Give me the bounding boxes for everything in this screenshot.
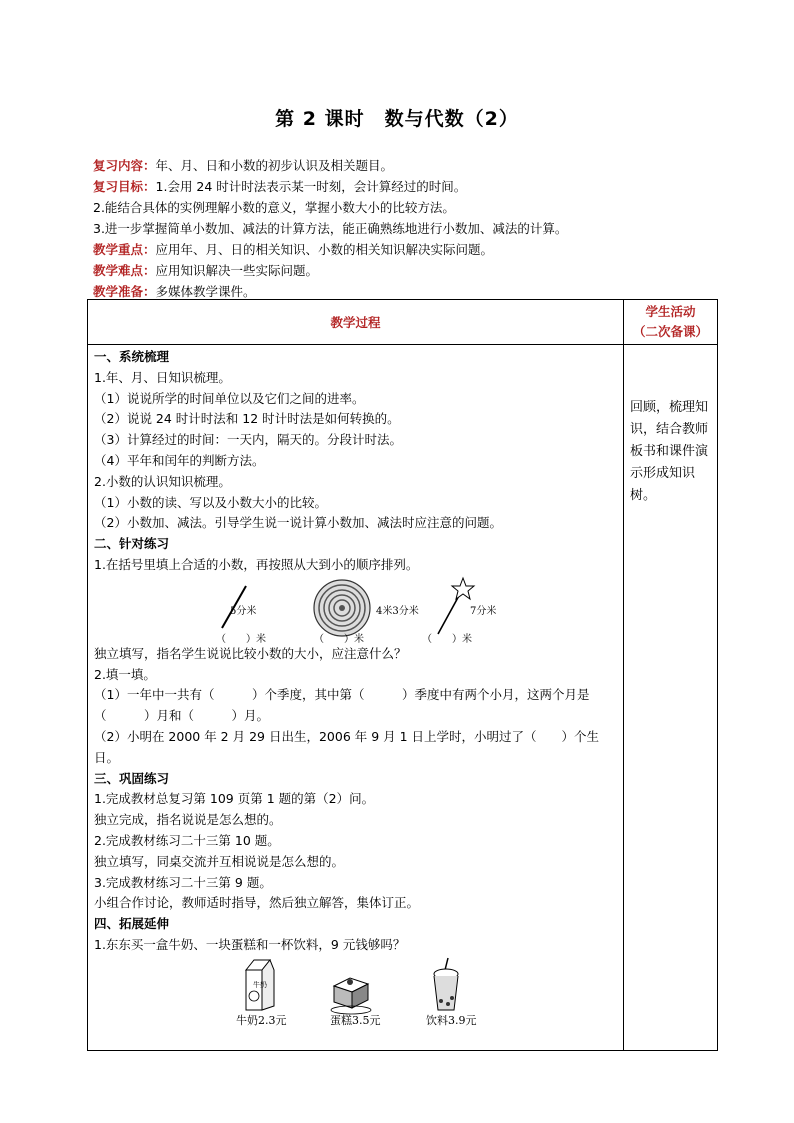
stick-answer-blank: （ ）米 bbox=[216, 633, 266, 645]
review-goal-3: 3.进一步掌握简单小数加、减法的计算方法，能正确熟练地进行小数加、减法的计算。 bbox=[93, 221, 568, 236]
section-2-heading: 二、针对练习 bbox=[94, 536, 170, 552]
list-item: （1）说说所学的时间单位以及它们之间的进率。 bbox=[94, 390, 365, 406]
length-figure bbox=[88, 576, 623, 644]
list-item: 独立填写，指名学生说说比较小数的大小，应注意什么？ bbox=[94, 645, 407, 661]
key-points bbox=[93, 242, 733, 257]
review-goal-2: 2.能结合具体的实例理解小数的意义，掌握小数大小的比较方法。 bbox=[93, 200, 455, 215]
review-goals-label: 复习目标： bbox=[93, 179, 156, 194]
table-header-student-activity bbox=[624, 300, 718, 345]
review-goals-text: 1.会用 24 时计时法表示某一时刻，会计算经过的时间。 bbox=[155, 179, 467, 194]
rope-answer-blank: （ ）米 bbox=[314, 633, 364, 645]
header-student-activity: 学生活动 bbox=[645, 304, 696, 319]
header-second-prep: （二次备课） bbox=[632, 324, 708, 339]
rope-coil-image bbox=[314, 580, 370, 636]
section-1-heading: 一、系统梳理 bbox=[94, 349, 170, 364]
list-item: （1）一年中一共有（ ）个季度，其中第（ ）季度中有两个小月，这两个月是（ ）月和（ ）月。 bbox=[94, 687, 590, 724]
key-points-label: 教学重点： bbox=[93, 242, 156, 257]
milk-carton-text: 牛奶 bbox=[253, 980, 267, 989]
price-figure bbox=[88, 956, 623, 1026]
cake-price-label: 蛋糕3.5元 bbox=[330, 1013, 381, 1027]
list-item: 1.在括号里填上合适的小数，再按照从大到小的顺序排列。 bbox=[94, 556, 419, 572]
key-points-text: 应用年、月、日的相关知识、小数的相关知识解决实际问题。 bbox=[155, 242, 494, 257]
preparation bbox=[93, 284, 733, 299]
review-content bbox=[93, 158, 733, 173]
list-item: （2）说说 24 时计时法和 12 时计时法是如何转换的。 bbox=[94, 411, 400, 427]
drink-price-label: 饮料3.9元 bbox=[426, 1013, 477, 1027]
cake-image bbox=[331, 978, 371, 1014]
list-item: （1）小数的读、写以及小数大小的比较。 bbox=[94, 494, 327, 510]
rope-length-label: 4米3分米 bbox=[376, 605, 419, 617]
lesson-table bbox=[87, 299, 718, 1051]
list-item: （3）计算经过的时间：一天内，隔天的。分段计时法。 bbox=[94, 432, 402, 448]
process-content bbox=[88, 345, 624, 1051]
list-item: 1.完成教材总复习第 109 页第 1 题的第（2）问。 bbox=[94, 791, 375, 807]
wand-length-label: 7分米 bbox=[470, 605, 497, 617]
section-4-heading: 四、拓展延伸 bbox=[94, 916, 170, 932]
wand-answer-blank: （ ）米 bbox=[422, 633, 472, 645]
list-item: （2）小明在 2000 年 2 月 29 日出生，2006 年 9 月 1 日上学时，小明过了（ ）个生日。 bbox=[94, 728, 600, 765]
section-3-heading: 三、巩固练习 bbox=[94, 770, 170, 786]
difficulties bbox=[93, 263, 733, 278]
student-activity-content bbox=[624, 345, 718, 1051]
difficulties-label: 教学难点： bbox=[93, 263, 156, 278]
list-item: 3.完成教材练习二十三第 9 题。 bbox=[94, 874, 272, 890]
list-item: （2）小数加、减法。引导学生说一说计算小数加、减法时应注意的问题。 bbox=[94, 515, 502, 531]
table-header-process: 教学过程 bbox=[88, 300, 624, 345]
review-content-text: 年、月、日和小数的初步认识及相关题目。 bbox=[155, 158, 394, 173]
milk-price-label: 牛奶2.3元 bbox=[236, 1013, 287, 1027]
stick-length-label: 5分米 bbox=[230, 605, 257, 617]
drink-cup-image bbox=[434, 958, 458, 1010]
preparation-label: 教学准备： bbox=[93, 284, 156, 299]
student-activity-note: 回顾，梳理知识，结合教师板书和课件演示形成知识树。 bbox=[630, 400, 709, 503]
review-content-label: 复习内容： bbox=[93, 158, 156, 173]
list-item: 2.完成教材练习二十三第 10 题。 bbox=[94, 832, 280, 848]
review-goals bbox=[93, 179, 733, 194]
difficulties-text: 应用知识解决一些实际问题。 bbox=[155, 263, 319, 278]
list-item: （4）平年和闰年的判断方法。 bbox=[94, 452, 265, 468]
list-item: 2.小数的认识知识梳理。 bbox=[94, 473, 231, 489]
list-item: 小组合作讨论，教师适时指导，然后独立解答，集体订正。 bbox=[94, 895, 420, 911]
list-item: 1.东东买一盒牛奶、一块蛋糕和一杯饮料，9 元钱够吗？ bbox=[94, 936, 406, 952]
page-title: 第 2 课时 数与代数（2） bbox=[275, 108, 519, 130]
list-item: 独立完成，指名说说是怎么想的。 bbox=[94, 812, 282, 828]
list-item: 独立填写，同桌交流并互相说说是怎么想的。 bbox=[94, 853, 345, 869]
star-wand-image bbox=[438, 578, 474, 634]
list-item: 2.填一填。 bbox=[94, 666, 156, 682]
list-item: 1.年、月、日知识梳理。 bbox=[94, 369, 231, 385]
preparation-text: 多媒体教学课件。 bbox=[155, 284, 256, 299]
